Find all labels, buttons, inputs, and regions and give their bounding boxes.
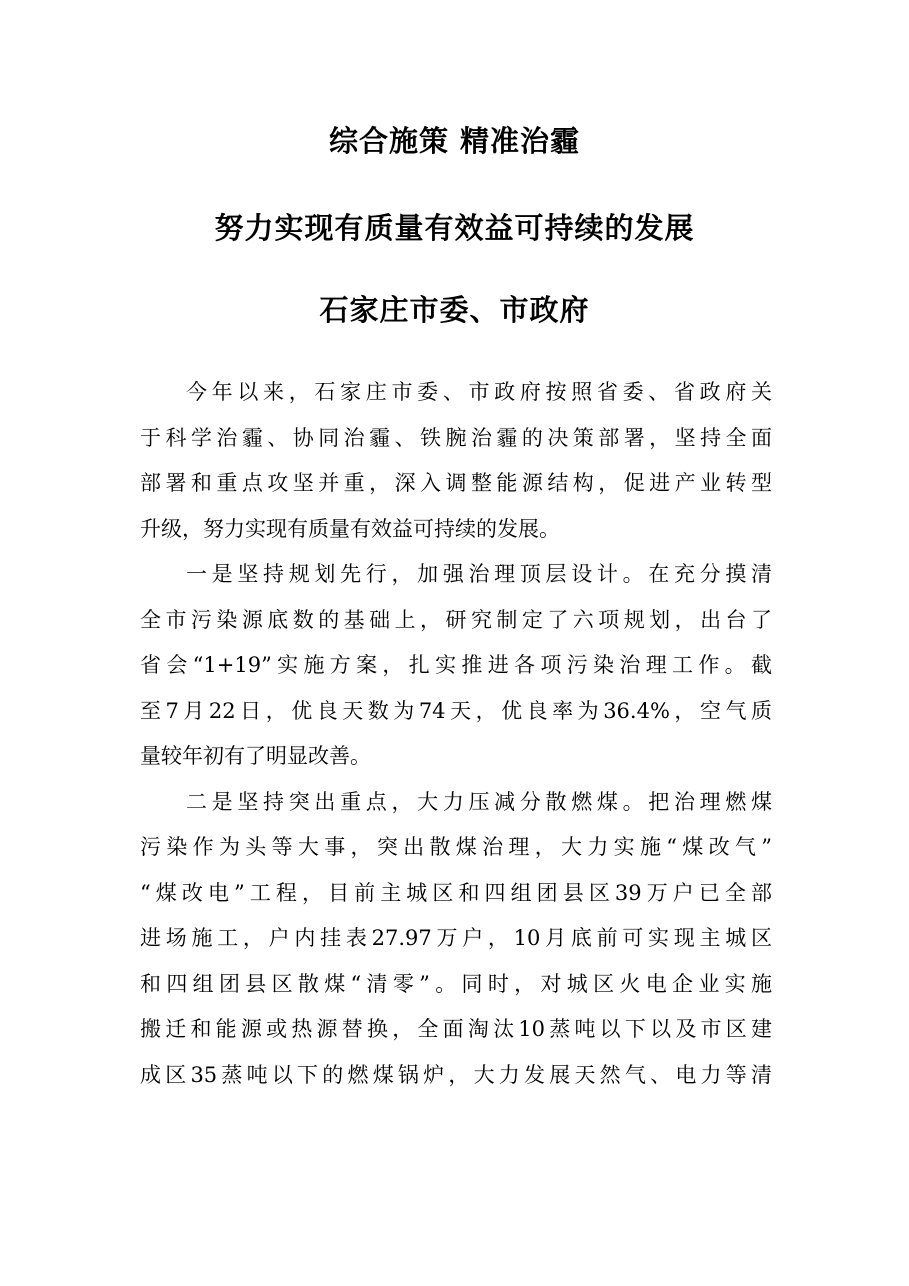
document-body [140,370,772,1098]
paragraph-planning [140,552,772,780]
paragraph-coal [140,780,772,1099]
paragraph-line: 成区35蒸吨以下的燃煤锅炉，大力发展天然气、电力等清 [140,1062,772,1087]
paragraph-line: 和四组团县区散煤“清零”。同时，对城区火电企业实施 [140,971,772,996]
paragraph-line: 至7月22日，优良天数为74天，优良率为36.4%，空气质 [140,698,772,723]
paragraph-line: 升级，努力实现有质量有效益可持续的发展。 [140,516,560,541]
paragraph-line: “煤改电”工程，目前主城区和四组团县区39万户已全部 [140,880,772,905]
document-title-line-2: 努力实现有质量有效益可持续的发展 [214,211,695,245]
paragraph-line: 量较年初有了明显改善。 [140,744,371,768]
paragraph-line: 搬迁和能源或热源替换，全面淘汰10蒸吨以下以及市区建 [140,1017,772,1041]
paragraph-line: 污染作为头等大事，突出散煤治理，大力实施“煤改气” [140,835,772,859]
paragraph-intro [140,370,772,552]
paragraph-line: 于科学治霾、协同治霾、铁腕治霾的决策部署，坚持全面 [140,425,772,450]
document-author: 石家庄市委、市政府 [319,293,590,327]
paragraph-line: 省会“1+19”实施方案，扎实推进各项污染治理工作。截 [140,653,772,677]
paragraph-line: 二是坚持突出重点，大力压减分散燃煤。把治理燃煤 [186,789,772,814]
paragraph-line: 一是坚持规划先行，加强治理顶层设计。在充分摸清 [186,562,772,586]
paragraph-line: 全市污染源底数的基础上，研究制定了六项规划，出台了 [140,607,772,632]
paragraph-line: 部署和重点攻坚并重，深入调整能源结构，促进产业转型 [140,471,772,495]
paragraph-line: 进场施工，户内挂表27.97万户，10月底前可实现主城区 [140,926,772,950]
paragraph-line: 今年以来，石家庄市委、市政府按照省委、省政府关 [186,380,772,404]
document-title-line-1: 综合施策 精准治霾 [328,124,581,158]
